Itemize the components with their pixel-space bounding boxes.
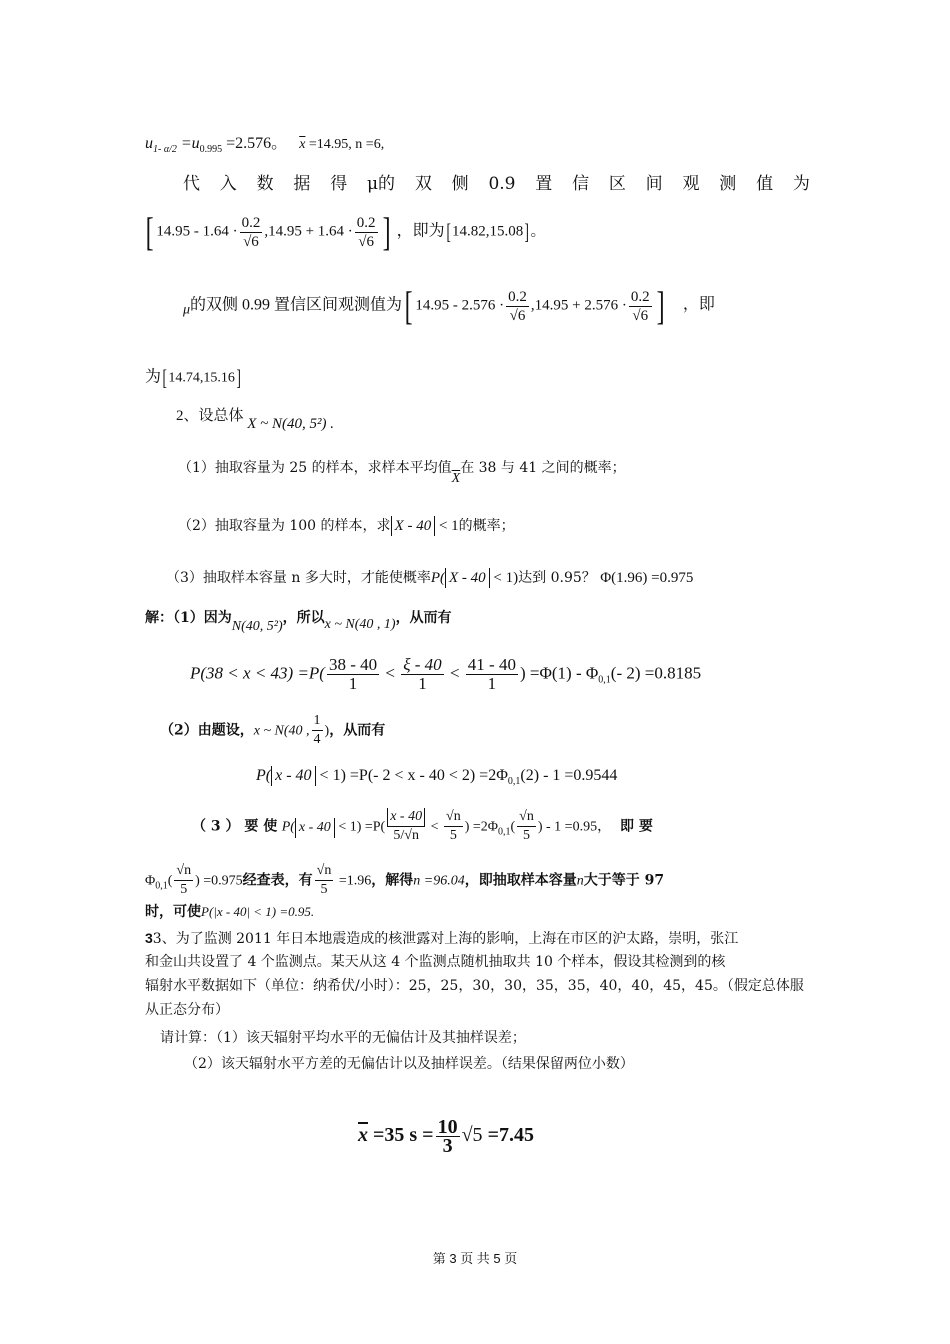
- problem-3-text-3: 辐射水平数据如下（单位：纳希伏/小时）：25，25，30，30，35，35，40，40，45，45。（假定总体服: [145, 978, 804, 994]
- line-interval-099: μ的双侧 0.99 置信区间观测值为[ 14.95 - 2.576 · $\frac{0.2}{√6}$ ,14.95 + 2.576 · $\frac{0.2}{√6}$ ] ，即: [183, 283, 715, 328]
- problem-2-part-2: （2）抽取容量为 100 的样本，求 X - 40 < 1的概率；: [178, 518, 515, 534]
- line-interval-result: 为[14.74,15.16]: [145, 365, 241, 390]
- solution-3-formula: （ 3 ） 要 使 P( x - 40 < 1) =P( $\frac{x - 40}{5/√n}$ < $\frac{√n}{5}$ ) $=2\Phi_{0,1}$( $\frac{√n}{5}$ ) - 1 =0.95， 即 要: [192, 809, 653, 843]
- substitute-char: 为: [792, 174, 810, 194]
- page-footer: 第 3 页 共 5 页: [432, 1251, 518, 1266]
- substitute-char: 代: [183, 174, 200, 194]
- problem-3-text-4: 从正态分布）: [145, 1002, 229, 1018]
- substitute-char: 入: [219, 174, 237, 194]
- substitute-char: 置: [535, 174, 553, 194]
- solution-3-result: $\Phi_{0,1}$( $\frac{√n}{5}$ ) =0.975经查表，有 $\frac{√n}{5}$ =1.96，解得n =96.04，即抽取样本容量n大于等于 97: [145, 863, 665, 897]
- substitute-char: 侧: [451, 174, 469, 194]
- line-interval-09: [ 14.95 - 1.64 · $\frac{0.2}{√6}$ ,14.95 + 1.64 · $\frac{0.2}{√6}$ ] ，即为[14.82,15.08]。: [145, 209, 546, 254]
- problem-2-part-3: （3）抽取样本容量 n 多大时，才能使概率P( X - 40 < 1)达到 0.95？ Φ(1.96) =0.975: [166, 570, 694, 586]
- substitute-char: 观: [682, 174, 700, 194]
- substitute-char: 据: [293, 174, 311, 194]
- substitute-char: 间: [645, 174, 663, 194]
- line-substitute: [183, 172, 810, 196]
- substitute-char: 区: [608, 174, 626, 194]
- problem-2-heading: 2、设总体 X ~ N(40, 5²) .: [176, 408, 335, 432]
- substitute-char: 双: [414, 174, 432, 194]
- problem-3-answer: $\overline{x} =35$ s = $\frac{10}{3}$ √5 =7.45: [358, 1116, 534, 1157]
- problem-2-part-1: （1）抽取容量为 25 的样本，求样本平均值$\overline{X}$在 38 与 41 之间的概率；: [178, 460, 626, 486]
- substitute-char: μ的: [366, 174, 396, 194]
- problem-3-text-1: 33、为了监测 2011 年日本地震造成的核泄露对上海的影响，上海在市区的沪太路，崇明，张江: [145, 930, 739, 947]
- substitute-char: 数: [256, 174, 274, 194]
- solution-1-formula: P(38 < x < 43) =P( $\frac{38 - 40}{1}$ < $\frac{\xi - 40}{1}$ < $\frac{41 - 40}{1}$ ) $=\Phi(1) - \Phi_{0,1}(-$ 2) =0.8185: [190, 655, 702, 693]
- substitute-char: 信: [572, 174, 590, 194]
- substitute-char: 0.9: [488, 174, 516, 194]
- problem-3-question-1: 请计算：（1）该天辐射平均水平的无偏估计及其抽样误差；: [160, 1030, 526, 1046]
- solution-1-intro: 解：（1）因为N(40, 5²)，所以x ~ N(40 , 1)，从而有: [145, 610, 452, 634]
- line-quantile: $u_{1- \alpha/2} =u_{0.995} =2.576$。 $\overline{x} =14.95$, n =6,: [145, 135, 385, 155]
- substitute-char: 测: [719, 174, 737, 194]
- solution-2-formula: P( x - 40 < 1) =P(- $2 < x - 40 < 2) =2\Phi_{0,1}(2) - 1 =0.9544$: [256, 767, 618, 787]
- substitute-char: 值: [756, 174, 774, 194]
- problem-3-question-2: （2）该天辐射水平方差的无偏估计以及抽样误差。（结果保留两位小数）: [184, 1056, 634, 1072]
- substitute-char: 得: [330, 174, 348, 194]
- solution-3-conclusion: 时，可使P(|x - 40| < 1) =0.95.: [145, 904, 315, 920]
- solution-2-intro: （2）由题设，x ~ N(40 , $\frac{1}{4}$ )，从而有: [160, 713, 386, 747]
- problem-3-text-2: 和金山共设置了 4 个监测点。某天从这 4 个监测点随机抽取共 10 个样本，假设其检测到的核: [145, 954, 726, 970]
